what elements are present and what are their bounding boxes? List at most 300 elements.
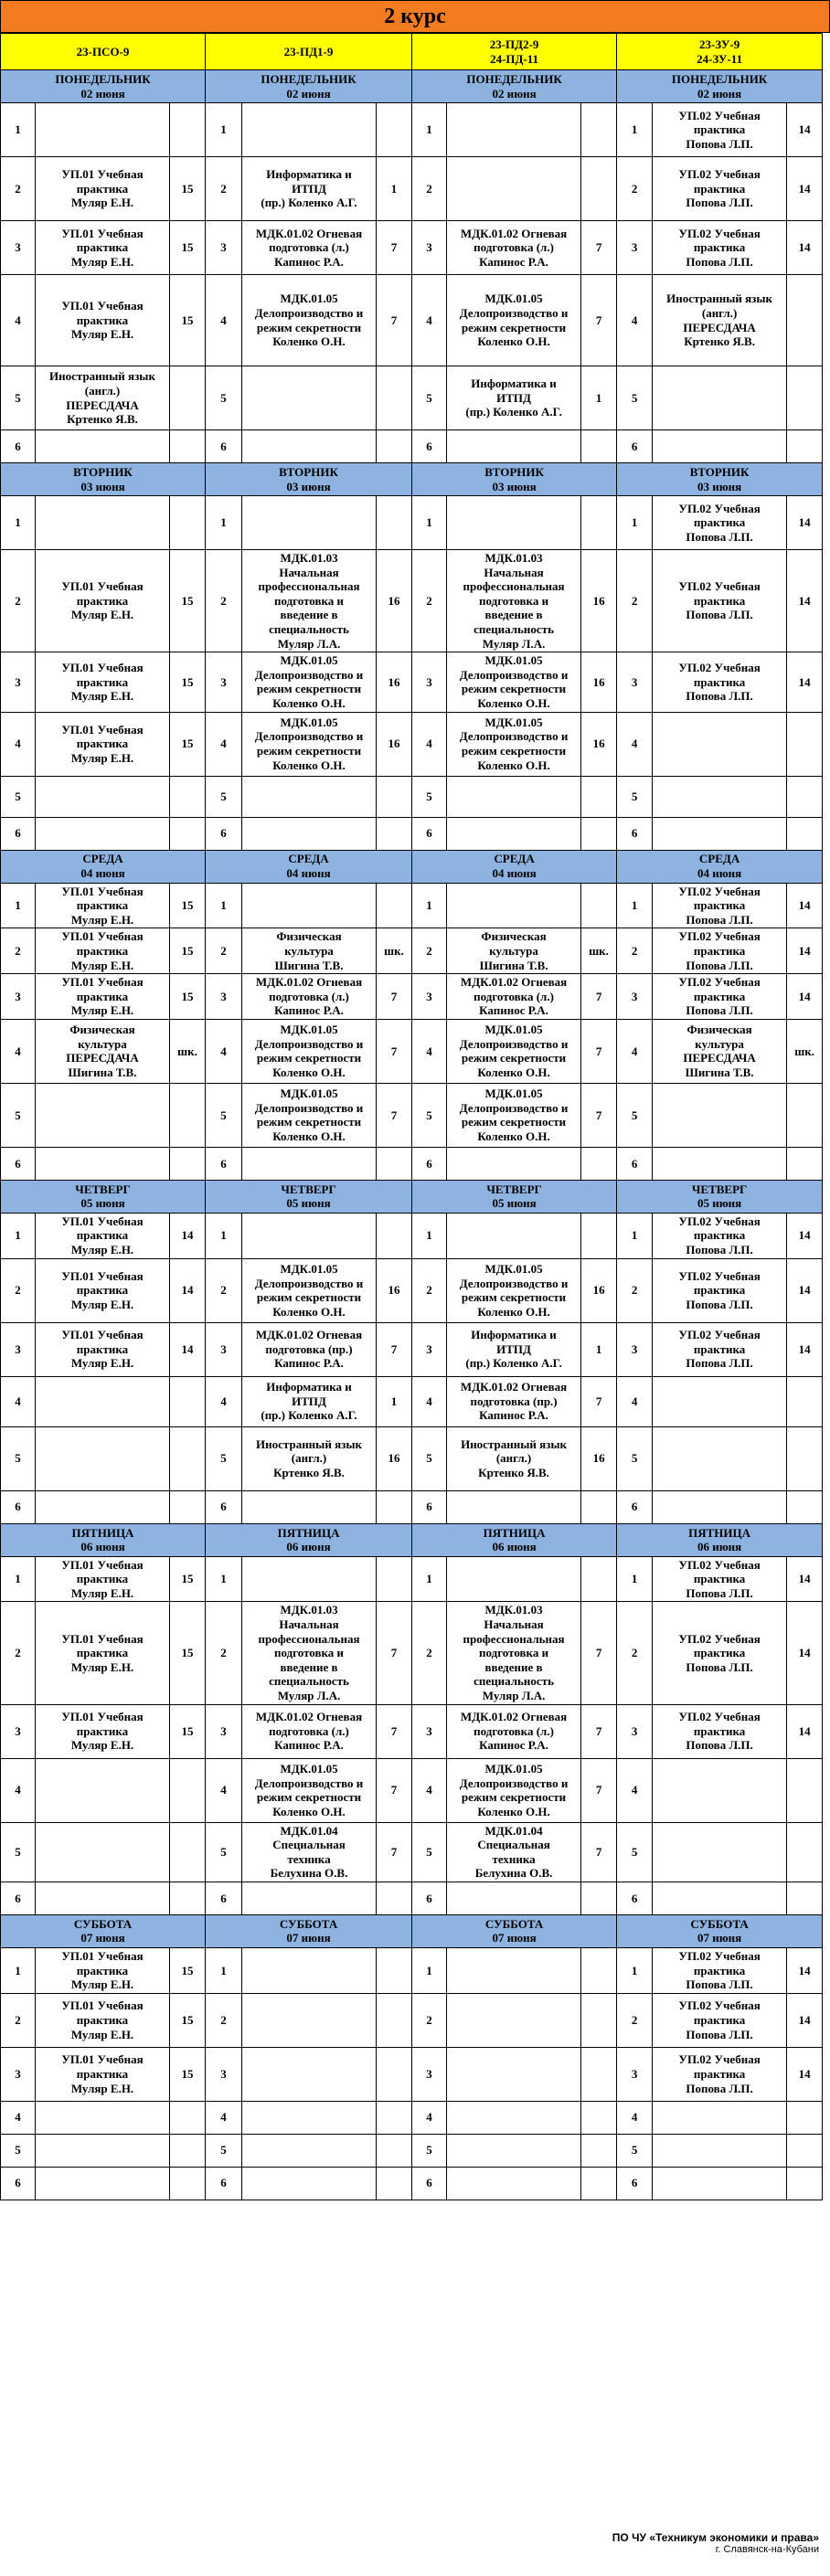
- lesson-subject: [653, 275, 787, 366]
- lesson-room: 16: [377, 712, 412, 776]
- lesson-room: 1: [377, 1376, 412, 1426]
- subject-line: МДК.01.03: [484, 1603, 543, 1617]
- lesson-subject: [242, 2101, 377, 2134]
- lesson-room: [581, 1556, 617, 1602]
- lesson-number: 6: [412, 2167, 447, 2200]
- day-header: [1, 1914, 206, 1947]
- lesson-room: [787, 366, 823, 430]
- subject-line: культура: [284, 943, 334, 958]
- subject-line: ИТПД: [292, 181, 326, 196]
- lesson-number: 2: [1, 1993, 36, 2047]
- lesson-subject: [653, 157, 787, 221]
- subject-line: Коленко О.Н.: [272, 334, 346, 349]
- lesson-subject: [36, 103, 170, 157]
- lesson-number: 1: [617, 883, 653, 928]
- lesson-subject: [447, 883, 581, 928]
- lesson-row: [1, 1947, 830, 1993]
- lesson-subject: [242, 550, 377, 652]
- subject-line: УП.02 Учебная: [678, 1710, 761, 1724]
- day-name: ВТОРНИК: [689, 464, 750, 479]
- subject-line: Коленко О.Н.: [477, 758, 550, 772]
- lesson-room: [170, 1882, 206, 1914]
- spacer-cell: [823, 928, 830, 974]
- lesson-room: 14: [787, 1322, 823, 1376]
- subject-line: Начальная: [484, 565, 544, 579]
- lesson-subject: [447, 103, 581, 157]
- lesson-number: 2: [617, 928, 653, 974]
- lesson-number: 3: [412, 974, 447, 1020]
- lesson-subject: [653, 221, 787, 275]
- day-name: СУББОТА: [73, 1916, 133, 1931]
- lesson-number: 6: [412, 1490, 447, 1523]
- spacer-cell: [823, 1556, 830, 1602]
- subject-line: МДК.01.05: [280, 715, 338, 729]
- subject-line: Делопроизводство и: [459, 729, 569, 744]
- lesson-room: [377, 103, 412, 157]
- lesson-room: [787, 712, 823, 776]
- lesson-subject: [653, 2134, 787, 2167]
- day-name: ПОНЕДЕЛЬНИК: [261, 71, 356, 86]
- lesson-number: 1: [412, 103, 447, 157]
- lesson-subject: [242, 1758, 377, 1822]
- subject-line: МДК.01.05: [484, 1261, 543, 1276]
- lesson-subject: [242, 883, 377, 928]
- subject-line: Попова Л.П.: [686, 196, 753, 210]
- subject-line: УП.02 Учебная: [678, 1268, 761, 1283]
- subject-line: Коленко О.Н.: [272, 758, 346, 772]
- lesson-row: [1, 1376, 830, 1426]
- subject-line: МДК.01.05: [484, 1761, 543, 1776]
- subject-line: Муляр Л.А.: [482, 1689, 546, 1702]
- lesson-subject: [447, 2134, 581, 2167]
- subject-line: Делопроизводство и: [254, 667, 364, 682]
- lesson-room: [787, 275, 823, 366]
- lesson-subject: [242, 1376, 377, 1426]
- subject-line: УП.01 Учебная: [61, 1631, 144, 1646]
- day-date: 07 июня: [492, 1931, 537, 1945]
- subject-line: Делопроизводство и: [254, 305, 364, 320]
- lesson-number: 1: [1, 1556, 36, 1602]
- lesson-number: 4: [1, 275, 36, 366]
- day-date: 03 июня: [492, 479, 537, 493]
- lesson-number: 3: [412, 221, 447, 275]
- spacer-cell: [823, 776, 830, 817]
- lesson-room: 7: [377, 275, 412, 366]
- lesson-subject: [242, 652, 377, 712]
- lesson-room: [581, 776, 617, 817]
- subject-line: УП.01 Учебная: [61, 1948, 144, 1963]
- day-header: [1, 70, 206, 103]
- spacer-cell: [823, 103, 830, 157]
- subject-line: подготовка (л.): [269, 240, 349, 255]
- spacer-cell: [823, 221, 830, 275]
- spacer-cell: [823, 2047, 830, 2101]
- subject-line: введение в: [280, 1659, 338, 1674]
- subject-line: Делопроизводство и: [459, 1276, 569, 1290]
- lesson-subject: [36, 1213, 170, 1258]
- day-name: ЧЕТВЕРГ: [281, 1182, 336, 1196]
- subject-line: Муляр Е.Н.: [70, 1356, 134, 1371]
- lesson-room: [581, 1947, 617, 1993]
- lesson-subject: [242, 275, 377, 366]
- subject-line: Муляр Е.Н.: [70, 1243, 134, 1257]
- lesson-number: 5: [1, 2134, 36, 2167]
- day-date: 02 июня: [697, 86, 742, 101]
- lesson-row: [1, 817, 830, 850]
- lesson-row: [1, 883, 830, 928]
- group-name: 23-ЗУ-9: [698, 37, 740, 51]
- lesson-subject: [447, 2047, 581, 2101]
- day-date: 06 июня: [697, 1540, 742, 1554]
- lesson-number: 2: [206, 928, 242, 974]
- subject-line: Иностранный язык: [666, 292, 773, 306]
- lesson-room: 7: [377, 974, 412, 1020]
- lesson-row: [1, 1556, 830, 1602]
- lesson-subject: [242, 157, 377, 221]
- subject-line: практика: [693, 989, 746, 1003]
- subject-line: МДК.01.05: [280, 1261, 338, 1276]
- subject-line: Муляр Е.Н.: [70, 2027, 134, 2041]
- lesson-number: 5: [1, 1083, 36, 1147]
- lesson-number: 1: [1, 103, 36, 157]
- subject-line: (англ.): [84, 383, 121, 398]
- spacer-cell: [823, 2167, 830, 2200]
- lesson-room: [377, 1882, 412, 1914]
- subject-line: Делопроизводство и: [254, 729, 364, 744]
- subject-line: практика: [693, 240, 746, 255]
- subject-line: Попова Л.П.: [686, 1003, 753, 1018]
- lesson-number: 3: [206, 221, 242, 275]
- subject-line: УП.02 Учебная: [678, 167, 761, 182]
- subject-line: Физическая: [686, 1023, 752, 1037]
- subject-line: (пр.) Коленко А.Г.: [261, 196, 357, 210]
- lesson-room: 14: [787, 1258, 823, 1322]
- subject-line: практика: [693, 593, 746, 608]
- lesson-row: [1, 1602, 830, 1704]
- lesson-room: 14: [787, 974, 823, 1020]
- lesson-room: 14: [170, 1322, 206, 1376]
- subject-line: Капинос Р.А.: [274, 254, 344, 269]
- lesson-subject: [242, 1947, 377, 1993]
- subject-line: УП.02 Учебная: [678, 1328, 761, 1342]
- lesson-number: 5: [617, 776, 653, 817]
- subject-line: Капинос Р.А.: [479, 254, 548, 269]
- lesson-subject: [242, 1556, 377, 1602]
- lesson-subject: [242, 1019, 377, 1083]
- lesson-number: 5: [617, 1083, 653, 1147]
- subject-line: УП.01 Учебная: [61, 2052, 144, 2067]
- subject-line: УП.02 Учебная: [678, 975, 761, 990]
- subject-line: Коленко О.Н.: [272, 695, 346, 710]
- lesson-room: 7: [581, 1704, 617, 1758]
- lesson-number: 5: [1, 1822, 36, 1882]
- subject-line: Коленко О.Н.: [477, 1065, 550, 1079]
- lesson-room: 16: [377, 1426, 412, 1490]
- subject-line: введение в: [280, 608, 338, 622]
- subject-line: Белухина О.В.: [474, 1866, 553, 1881]
- lesson-subject: [653, 1993, 787, 2047]
- lesson-number: 6: [617, 1490, 653, 1523]
- subject-line: подготовка (пр.): [470, 1394, 558, 1408]
- lesson-subject: [447, 550, 581, 652]
- lesson-subject: [653, 430, 787, 463]
- day-header: [617, 1914, 823, 1947]
- lesson-subject: [447, 1322, 581, 1376]
- lesson-number: 5: [412, 776, 447, 817]
- subject-line: УП.01 Учебная: [61, 1710, 144, 1724]
- lesson-subject: [242, 1147, 377, 1180]
- subject-line: Попова Л.П.: [686, 1585, 753, 1600]
- subject-line: Коленко О.Н.: [272, 1804, 346, 1818]
- lesson-number: 2: [617, 1602, 653, 1704]
- day-date: 06 июня: [492, 1540, 537, 1554]
- day-header: [412, 70, 617, 103]
- subject-line: УП.01 Учебная: [61, 975, 144, 990]
- subject-line: Муляр Е.Н.: [70, 1659, 134, 1674]
- subject-line: Муляр Е.Н.: [70, 958, 134, 972]
- subject-line: Делопроизводство и: [459, 667, 569, 682]
- spacer-cell: [823, 275, 830, 366]
- lesson-number: 5: [412, 1426, 447, 1490]
- lesson-room: [377, 1213, 412, 1258]
- lesson-room: 7: [377, 221, 412, 275]
- lesson-number: 6: [1, 1882, 36, 1914]
- lesson-subject: [653, 366, 787, 430]
- subject-line: Начальная: [279, 1617, 339, 1632]
- subject-line: Муляр Е.Н.: [70, 1977, 134, 1992]
- lesson-subject: [447, 1602, 581, 1704]
- subject-line: практика: [76, 674, 129, 689]
- lesson-number: 3: [412, 2047, 447, 2101]
- lesson-room: [170, 2101, 206, 2134]
- lesson-number: 3: [412, 1704, 447, 1758]
- lesson-number: 1: [206, 1947, 242, 1993]
- subject-line: Специальная: [272, 1838, 346, 1852]
- subject-line: Попова Л.П.: [686, 1297, 753, 1311]
- subject-line: УП.02 Учебная: [678, 1631, 761, 1646]
- subject-line: УП.01 Учебная: [61, 722, 144, 737]
- lesson-number: 1: [206, 1213, 242, 1258]
- lesson-room: 7: [377, 1758, 412, 1822]
- lesson-room: [787, 1083, 823, 1147]
- lesson-number: 3: [412, 652, 447, 712]
- subject-line: (англ.): [291, 1451, 327, 1466]
- subject-line: Муляр Е.Н.: [70, 750, 134, 765]
- lesson-number: 5: [1, 366, 36, 430]
- lesson-number: 1: [1, 883, 36, 928]
- lesson-number: 1: [412, 1556, 447, 1602]
- subject-line: Кртенко Я.В.: [684, 334, 755, 349]
- lesson-number: 3: [1, 1704, 36, 1758]
- lesson-subject: [653, 1490, 787, 1523]
- lesson-subject: [653, 712, 787, 776]
- subject-line: Муляр Е.Н.: [70, 608, 134, 622]
- lesson-subject: [36, 1704, 170, 1758]
- lesson-subject: [447, 652, 581, 712]
- group-name: 24-ПД-11: [490, 51, 539, 66]
- lesson-subject: [36, 1556, 170, 1602]
- lesson-room: [170, 1083, 206, 1147]
- lesson-room: 7: [377, 1322, 412, 1376]
- day-header: [617, 463, 823, 496]
- subject-line: МДК.01.02 Огневая: [255, 226, 363, 240]
- subject-line: МДК.01.03: [484, 551, 543, 565]
- lesson-number: 6: [617, 1882, 653, 1914]
- spacer-cell: [823, 2101, 830, 2134]
- lesson-subject: [36, 928, 170, 974]
- lesson-row: [1, 366, 830, 430]
- subject-line: УП.01 Учебная: [61, 929, 144, 944]
- lesson-subject: [653, 817, 787, 850]
- spacer-cell: [823, 496, 830, 550]
- lesson-number: 3: [1, 652, 36, 712]
- subject-line: Муляр Л.А.: [277, 1689, 341, 1702]
- subject-line: (пр.) Коленко А.Г.: [465, 1356, 562, 1371]
- lesson-room: [170, 430, 206, 463]
- lesson-row: [1, 430, 830, 463]
- lesson-number: 5: [206, 1822, 242, 1882]
- subject-line: МДК.01.02 Огневая: [255, 975, 363, 990]
- spacer-cell: [823, 1523, 830, 1556]
- lesson-subject: [653, 1602, 787, 1704]
- lesson-number: 2: [1, 1602, 36, 1704]
- subject-line: МДК.01.04: [484, 1823, 543, 1838]
- lesson-number: 4: [1, 1019, 36, 1083]
- lesson-number: 3: [206, 1322, 242, 1376]
- lesson-subject: [653, 776, 787, 817]
- group-name: 23-ПД2-9: [489, 37, 539, 51]
- day-name: ЧЕТВЕРГ: [75, 1182, 131, 1196]
- subject-line: практика: [76, 1228, 129, 1243]
- subject-line: режим секретности: [461, 1790, 567, 1805]
- lesson-room: 7: [581, 221, 617, 275]
- lesson-subject: [653, 928, 787, 974]
- subject-line: Делопроизводство и: [254, 1036, 364, 1051]
- day-date: 04 июня: [80, 866, 125, 881]
- subject-line: Муляр Е.Н.: [70, 2081, 134, 2095]
- day-date: 03 июня: [286, 479, 331, 493]
- lesson-subject: [36, 817, 170, 850]
- subject-line: специальность: [269, 621, 349, 636]
- day-header-row: [1, 1914, 830, 1947]
- spacer-cell: [823, 1490, 830, 1523]
- subject-line: практика: [693, 1723, 746, 1738]
- subject-line: МДК.01.05: [280, 1087, 338, 1101]
- lesson-subject: [447, 221, 581, 275]
- subject-line: Муляр Л.А.: [482, 636, 546, 651]
- subject-line: УП.01 Учебная: [61, 1557, 144, 1572]
- lesson-room: [787, 1822, 823, 1882]
- day-name: СРЕДА: [82, 852, 123, 866]
- lesson-room: [170, 496, 206, 550]
- lesson-number: 1: [412, 496, 447, 550]
- spacer-cell: [823, 652, 830, 712]
- day-name: ЧЕТВЕРГ: [486, 1182, 542, 1196]
- subject-line: практика: [693, 2066, 746, 2081]
- subject-line: Муляр Е.Н.: [70, 912, 134, 927]
- spacer-cell: [823, 1426, 830, 1490]
- lesson-number: 4: [206, 1019, 242, 1083]
- subject-line: техника: [492, 1851, 536, 1866]
- subject-line: практика: [693, 181, 746, 196]
- lesson-subject: [653, 2047, 787, 2101]
- lesson-subject: [36, 1758, 170, 1822]
- lesson-subject: [447, 2101, 581, 2134]
- footer-city: г. Славянск-на-Кубани: [715, 2544, 819, 2555]
- subject-line: (пр.) Коленко А.Г.: [465, 405, 562, 419]
- subject-line: УП.01 Учебная: [61, 1998, 144, 2013]
- lesson-subject: [653, 1882, 787, 1914]
- subject-line: МДК.01.05: [484, 292, 543, 306]
- group-header: [412, 34, 617, 70]
- spacer-cell: [823, 1822, 830, 1882]
- subject-line: УП.02 Учебная: [678, 2052, 761, 2067]
- lesson-room: 7: [581, 275, 617, 366]
- lesson-room: шк.: [377, 928, 412, 974]
- lesson-number: 4: [617, 2101, 653, 2134]
- lesson-number: 1: [412, 1213, 447, 1258]
- day-header-row: [1, 850, 830, 883]
- day-header: [1, 850, 206, 883]
- lesson-row: [1, 1019, 830, 1083]
- lesson-room: 16: [581, 1426, 617, 1490]
- lesson-room: [787, 776, 823, 817]
- lesson-subject: [36, 1490, 170, 1523]
- lesson-subject: [653, 103, 787, 157]
- lesson-subject: [653, 2167, 787, 2200]
- day-date: 06 июня: [286, 1540, 331, 1554]
- subject-line: практика: [76, 2012, 129, 2027]
- subject-line: введение в: [484, 1659, 543, 1674]
- subject-line: практика: [693, 515, 746, 530]
- lesson-subject: [36, 1602, 170, 1704]
- lesson-room: [581, 1882, 617, 1914]
- spacer-cell: [823, 157, 830, 221]
- group-name: 23-ПД1-9: [283, 44, 334, 58]
- lesson-room: 14: [787, 496, 823, 550]
- subject-line: ИТПД: [292, 1394, 326, 1408]
- spacer-cell: [823, 1322, 830, 1376]
- subject-line: УП.01 Учебная: [61, 884, 144, 898]
- subject-line: Делопроизводство и: [459, 305, 569, 320]
- subject-line: специальность: [474, 1674, 554, 1689]
- day-date: 04 июня: [286, 866, 331, 881]
- lesson-room: 15: [170, 928, 206, 974]
- day-header: [412, 463, 617, 496]
- day-name: ЧЕТВЕРГ: [691, 1182, 748, 1196]
- lesson-row: [1, 550, 830, 652]
- day-header: [206, 463, 412, 496]
- day-date: 04 июня: [492, 866, 537, 881]
- lesson-subject: [447, 776, 581, 817]
- subject-line: подготовка (л.): [474, 989, 554, 1003]
- lesson-number: 3: [617, 2047, 653, 2101]
- subject-line: УП.02 Учебная: [678, 226, 761, 240]
- subject-line: Делопроизводство и: [254, 1776, 364, 1790]
- subject-line: культура: [695, 1036, 744, 1051]
- lesson-number: 3: [206, 652, 242, 712]
- lesson-number: 5: [1, 1426, 36, 1490]
- lesson-room: 15: [170, 1704, 206, 1758]
- lesson-room: [377, 2101, 412, 2134]
- lesson-room: 14: [787, 1556, 823, 1602]
- lesson-number: 6: [206, 1490, 242, 1523]
- lesson-subject: [36, 366, 170, 430]
- spacer-cell: [823, 850, 830, 883]
- group-header: [206, 34, 412, 70]
- lesson-row: [1, 652, 830, 712]
- lesson-room: [581, 1490, 617, 1523]
